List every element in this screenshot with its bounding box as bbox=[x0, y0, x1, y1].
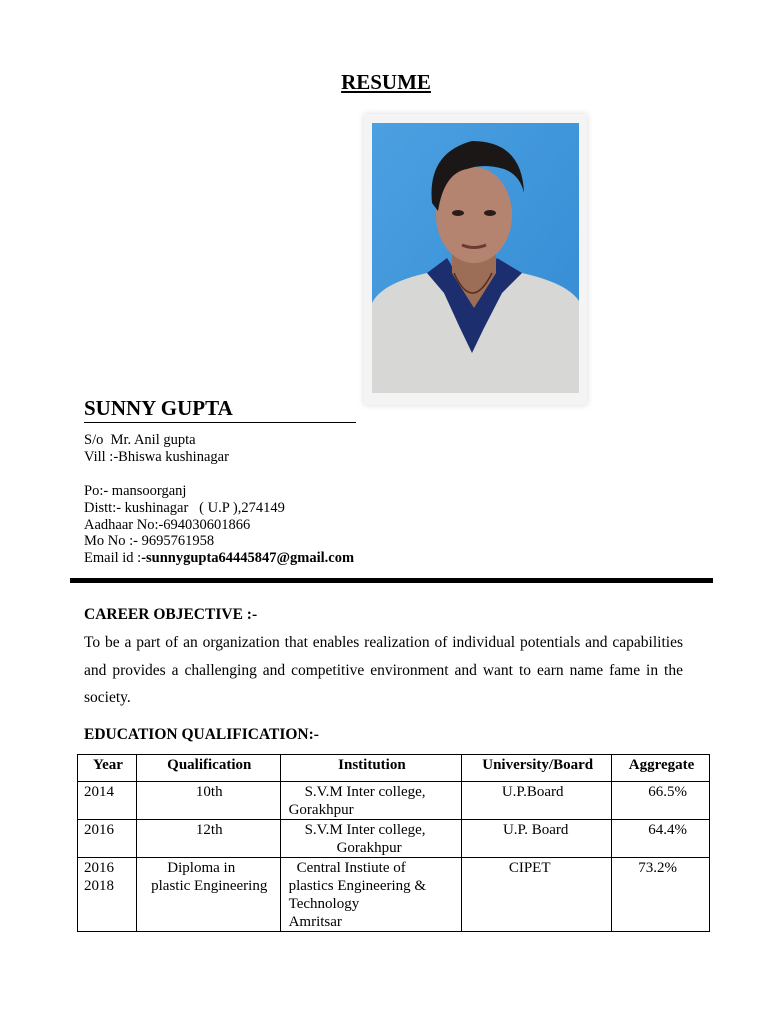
cell-aggregate: 66.5% bbox=[612, 782, 710, 820]
cell-year: 2016 bbox=[78, 820, 137, 858]
column-header-year: Year bbox=[78, 755, 137, 782]
education-heading: EDUCATION QUALIFICATION:- bbox=[84, 726, 319, 743]
candidate-name: SUNNY GUPTA bbox=[84, 396, 356, 423]
passport-photo bbox=[364, 114, 587, 405]
cell-year: 2014 bbox=[78, 782, 137, 820]
cell-year: 2016 2018 bbox=[78, 858, 137, 932]
aadhaar-number: Aadhaar No:-694030601866 bbox=[84, 517, 251, 533]
column-header-institution: Institution bbox=[280, 755, 462, 782]
section-divider bbox=[70, 578, 713, 583]
column-header-board: University/Board bbox=[462, 755, 612, 782]
cell-aggregate: 64.4% bbox=[612, 820, 710, 858]
table-row bbox=[78, 820, 710, 858]
cell-board: U.P.Board bbox=[462, 782, 612, 820]
cell-institution: Central Instiute of plastics Engineering & Technology Amritsar bbox=[280, 858, 462, 932]
email-row bbox=[84, 550, 354, 567]
person-photo-image bbox=[372, 123, 579, 393]
mobile-number: Mo No :- 9695761958 bbox=[84, 533, 215, 549]
column-header-aggregate: Aggregate bbox=[612, 755, 710, 782]
cell-aggregate: 73.2% bbox=[612, 858, 710, 932]
cell-institution: S.V.M Inter college, Gorakhpur bbox=[280, 820, 462, 858]
cell-institution: S.V.M Inter college, Gorakhpur bbox=[280, 782, 462, 820]
cell-qualification: 12th bbox=[136, 820, 280, 858]
table-row bbox=[78, 858, 710, 932]
table-header-row bbox=[78, 755, 710, 782]
post-office: Po:- mansoorganj bbox=[84, 483, 187, 499]
email-value: -sunnygupta64445847@gmail.com bbox=[141, 550, 355, 566]
cell-qualification: Diploma in plastic Engineering bbox=[136, 858, 280, 932]
column-header-qualification: Qualification bbox=[136, 755, 280, 782]
resume-title: RESUME bbox=[341, 70, 431, 94]
father-name: S/o Mr. Anil gupta bbox=[84, 432, 196, 448]
village: Vill :-Bhiswa kushinagar bbox=[84, 449, 229, 465]
career-objective-text: To be a part of an organization that enables realization of individual potentials and capabilities and provides a challenging and competitive environment and want to earn name fame in the society. bbox=[84, 634, 683, 706]
cell-qualification: 10th bbox=[136, 782, 280, 820]
email-label: Email id : bbox=[84, 550, 142, 566]
district: Distt:- kushinagar ( U.P ),274149 bbox=[84, 500, 285, 516]
education-table bbox=[77, 754, 710, 932]
cell-board: U.P. Board bbox=[462, 820, 612, 858]
career-objective-heading: CAREER OBJECTIVE :- bbox=[84, 606, 258, 623]
cell-board: CIPET bbox=[462, 858, 612, 932]
table-row bbox=[78, 782, 710, 820]
